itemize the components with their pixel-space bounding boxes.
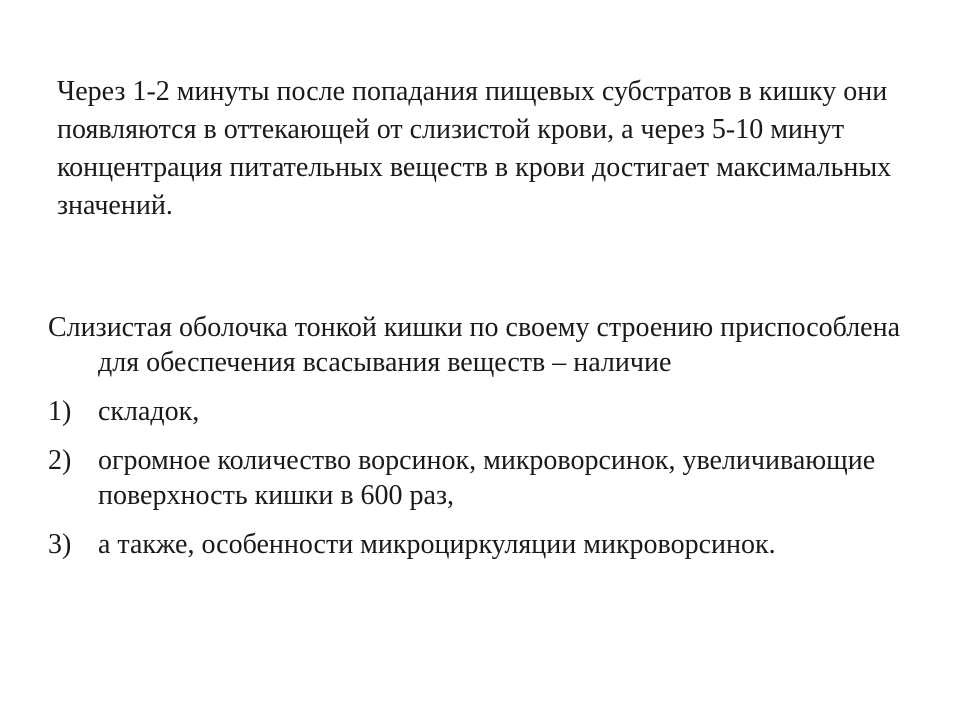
list-item-number: 2) [48,445,72,476]
list-item-text: а также, особенности микроциркуляции микроворсинок. [98,529,776,560]
list-item-text: огромное количество ворсинок, микроворсинок, увеличивающие поверхность кишки в 600 раз, [98,445,876,511]
list-item-text: складок, [98,396,200,427]
list-item [48,527,928,562]
features-list [48,394,928,562]
main-content [48,310,928,576]
list-item [48,394,928,429]
list-item-number: 1) [48,396,72,427]
lead-paragraph: Слизистая оболочка тонкой кишки по своему строению приспособлена для обеспечения всасывания веществ – наличие [48,312,901,378]
intro-paragraph: Через 1-2 минуты после попадания пищевых субстратов в кишку они появляются в оттекающей от слизистой крови, а через 5-10 минут концентрация питательных веществ в крови достигает максимальных значений. [57,76,892,221]
list-item-number: 3) [48,529,72,560]
list-item [48,443,928,513]
